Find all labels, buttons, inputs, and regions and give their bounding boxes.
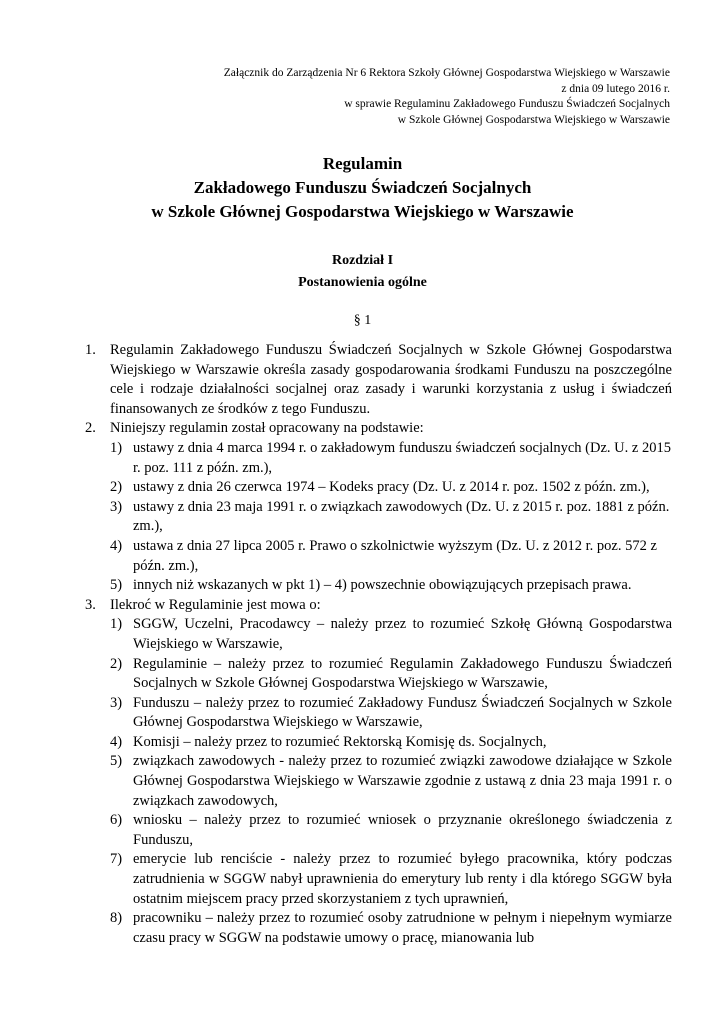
list-item [85, 341, 672, 419]
sub-list-item [85, 850, 672, 909]
item-number: 2. [85, 420, 96, 437]
document-title [0, 152, 725, 224]
chapter-name: Postanowienia ogólne [298, 275, 427, 290]
item-text: Ilekroć w Regulaminie jest mowa o: [110, 596, 321, 613]
sub-list-item [85, 478, 672, 498]
sub-list-item [85, 733, 672, 753]
subitem-number: 5) [110, 753, 123, 770]
item-number: 1. [85, 342, 96, 358]
sub-list-item [85, 439, 672, 478]
subitem-text: związkach zawodowych - należy przez to rozumieć związki zawodowe działające w Szkole Głównej Gospodarstwa Wiejskiego w Warszawie zgodnie z ustawą z dnia 23 maja 1991 r. o związkach zawodowych, [133, 753, 672, 809]
subitem-text: Funduszu – należy przez to rozumieć Zakładowy Fundusz Świadczeń Socjalnych w Szkole Głównej Gospodarstwa Wiejskiego w Warszawie, [133, 694, 672, 731]
subitem-number: 2) [110, 479, 123, 496]
sub-list-item [85, 655, 672, 694]
subitem-number: 4) [110, 537, 123, 554]
sub-list-item [85, 615, 672, 654]
subitem-text: wniosku – należy przez to rozumieć wniosek o przyznanie określonego świadczenia z Funduszu, [133, 812, 672, 848]
item-text: Niniejszy regulamin został opracowany na podstawie: [110, 420, 424, 437]
subitem-number: 2) [110, 655, 123, 672]
subitem-number: 3) [110, 694, 123, 711]
subitem-text: pracowniku – należy przez to rozumieć osoby zatrudnione w pełnym i niepełnym wymiarze czasu pracy w SGGW na podstawie umowy o pracę, mianowania lub [133, 910, 672, 946]
chapter-number: Rozdział I [331, 253, 394, 268]
document-body [85, 341, 672, 948]
sub-list-item [85, 498, 672, 537]
sub-list-item [85, 909, 672, 948]
subitem-number: 4) [110, 733, 123, 750]
subitem-text: ustawy z dnia 23 maja 1991 r. o związkach zawodowych (Dz. U. z 2015 r. poz. 1881 z późn. zm.), [133, 498, 670, 535]
sub-list-item [85, 694, 672, 733]
item-text: Regulamin Zakładowego Funduszu Świadczeń Socjalnych w Szkole Głównej Gospodarstwa Wiejskiego w Warszawie określa zasady gospodarowania środkami Funduszu na poszczególne cele i rodzaje działalności socjalnej oraz zasady i warunki korzystania z usług i świadczeń finansowanych ze środków z tego Funduszu. [110, 342, 672, 417]
subitem-number: 6) [110, 812, 123, 829]
title-line: Zakładowego Funduszu Świadczeń Socjalnych [193, 178, 532, 197]
subitem-number: 1) [110, 439, 123, 456]
subitem-number: 1) [110, 616, 123, 633]
attachment-note [110, 66, 670, 128]
title-line: Regulamin [322, 154, 403, 173]
attachment-note-line: z dnia 09 lutego 2016 r. [561, 82, 670, 95]
subitem-number: 8) [110, 910, 123, 927]
list-item [85, 596, 672, 616]
chapter-heading [0, 250, 725, 294]
section-mark: § 1 [353, 313, 372, 328]
subitem-number: 7) [110, 851, 123, 868]
subitem-text: ustawy z dnia 4 marca 1994 r. o zakładowym funduszu świadczeń socjalnych (Dz. U. z 2015 r. poz. 111 z późn. zm.), [133, 439, 671, 476]
subitem-text: emerycie lub renciście - należy przez to rozumieć byłego pracownika, który podczas zatrudnienia w SGGW nabył uprawnienia do emerytury lub renty i dla którego SGGW była ostatnim miejscem pracy przed skorzystaniem z tych uprawnień, [133, 851, 672, 907]
subitem-number: 3) [110, 498, 123, 515]
subitem-text: Regulaminie – należy przez to rozumieć Regulamin Zakładowego Funduszu Świadczeń Socjalnych w Szkole Głównej Gospodarstwa Wiejskiego w Warszawie, [133, 655, 672, 692]
sub-list-item [85, 752, 672, 811]
title-line: w Szkole Głównej Gospodarstwa Wiejskiego w Warszawie [151, 202, 574, 221]
item-number: 3. [85, 596, 96, 613]
attachment-note-line: w sprawie Regulaminu Zakładowego Funduszu Świadczeń Socjalnych [344, 98, 670, 110]
subitem-number: 5) [110, 577, 123, 594]
subitem-text: Komisji – należy przez to rozumieć Rektorską Komisję ds. Socjalnych, [133, 733, 547, 750]
subitem-text: SGGW, Uczelni, Pracodawcy – należy przez to rozumieć Szkołę Główną Gospodarstwa Wiejskiego w Warszawie, [133, 616, 672, 652]
sub-list-item [85, 576, 672, 596]
subitem-text: ustawa z dnia 27 lipca 2005 r. Prawo o szkolnictwie wyższym (Dz. U. z 2012 r. poz. 572 z późn. zm.), [133, 537, 657, 574]
attachment-note-line: Załącznik do Zarządzenia Nr 6 Rektora Szkoły Głównej Gospodarstwa Wiejskiego w Warszawie [223, 67, 670, 79]
subitem-text: ustawy z dnia 26 czerwca 1974 – Kodeks pracy (Dz. U. z 2014 r. poz. 1502 z późn. zm.), [133, 479, 650, 496]
sub-list-item [85, 811, 672, 850]
attachment-note-line: w Szkole Głównej Gospodarstwa Wiejskiego w Warszawie [397, 113, 670, 126]
list-item [85, 419, 672, 439]
sub-list-item [85, 537, 672, 576]
subitem-text: innych niż wskazanych w pkt 1) – 4) powszechnie obowiązujących przepisach prawa. [133, 577, 632, 594]
